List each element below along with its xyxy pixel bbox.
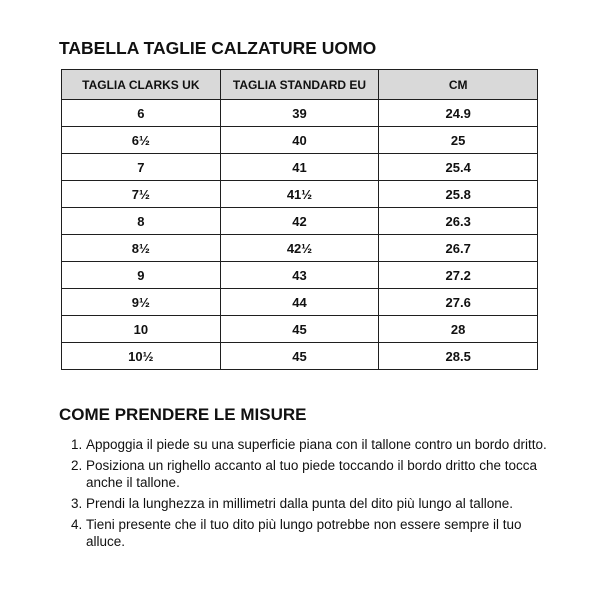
cell-cm: 28 (379, 316, 538, 343)
table-row (62, 235, 538, 262)
cell-eu: 40 (220, 127, 379, 154)
table-row (62, 208, 538, 235)
cell-uk: 6½ (62, 127, 221, 154)
cell-cm: 27.6 (379, 289, 538, 316)
page-title: TABELLA TAGLIE CALZATURE UOMO (59, 38, 377, 58)
table-row (62, 289, 538, 316)
table-header-row (62, 70, 538, 100)
table-row (62, 316, 538, 343)
size-table-body (62, 100, 538, 370)
cell-eu: 39 (220, 100, 379, 127)
measure-steps-list (60, 436, 552, 554)
cell-uk: 8 (62, 208, 221, 235)
measure-step-2: 2. Posiziona un righello accanto al tuo piede toccando il bordo dritto che tocca anche il tallone. (86, 457, 552, 491)
measure-section-heading: COME PRENDERE LE MISURE (59, 405, 307, 424)
cell-uk: 10½ (62, 343, 221, 370)
cell-eu: 41½ (220, 181, 379, 208)
cell-uk: 8½ (62, 235, 221, 262)
cell-eu: 42 (220, 208, 379, 235)
measure-step-1: 1. Appoggia il piede su una superficie piana con il tallone contro un bordo dritto. (86, 436, 552, 453)
cell-eu: 44 (220, 289, 379, 316)
cell-uk: 6 (62, 100, 221, 127)
measure-step-4: 4. Tieni presente che il tuo dito più lungo potrebbe non essere sempre il tuo alluce. (86, 516, 552, 550)
cell-cm: 26.7 (379, 235, 538, 262)
column-header-standard-eu: TAGLIA STANDARD EU (220, 70, 379, 100)
cell-eu: 41 (220, 154, 379, 181)
table-row (62, 181, 538, 208)
table-row (62, 127, 538, 154)
cell-uk: 9 (62, 262, 221, 289)
cell-cm: 28.5 (379, 343, 538, 370)
cell-cm: 26.3 (379, 208, 538, 235)
cell-cm: 27.2 (379, 262, 538, 289)
cell-eu: 43 (220, 262, 379, 289)
cell-eu: 45 (220, 343, 379, 370)
cell-cm: 25 (379, 127, 538, 154)
cell-cm: 25.8 (379, 181, 538, 208)
cell-uk: 9½ (62, 289, 221, 316)
cell-eu: 42½ (220, 235, 379, 262)
table-row (62, 154, 538, 181)
cell-eu: 45 (220, 316, 379, 343)
size-table-header (62, 70, 538, 100)
table-row (62, 262, 538, 289)
table-row (62, 343, 538, 370)
table-row (62, 100, 538, 127)
size-table (61, 69, 538, 370)
column-header-cm: CM (379, 70, 538, 100)
cell-cm: 24.9 (379, 100, 538, 127)
cell-cm: 25.4 (379, 154, 538, 181)
column-header-clarks-uk: TAGLIA CLARKS UK (62, 70, 221, 100)
cell-uk: 7½ (62, 181, 221, 208)
measure-step-3: 3. Prendi la lunghezza in millimetri dalla punta del dito più lungo al tallone. (86, 495, 552, 512)
cell-uk: 10 (62, 316, 221, 343)
cell-uk: 7 (62, 154, 221, 181)
